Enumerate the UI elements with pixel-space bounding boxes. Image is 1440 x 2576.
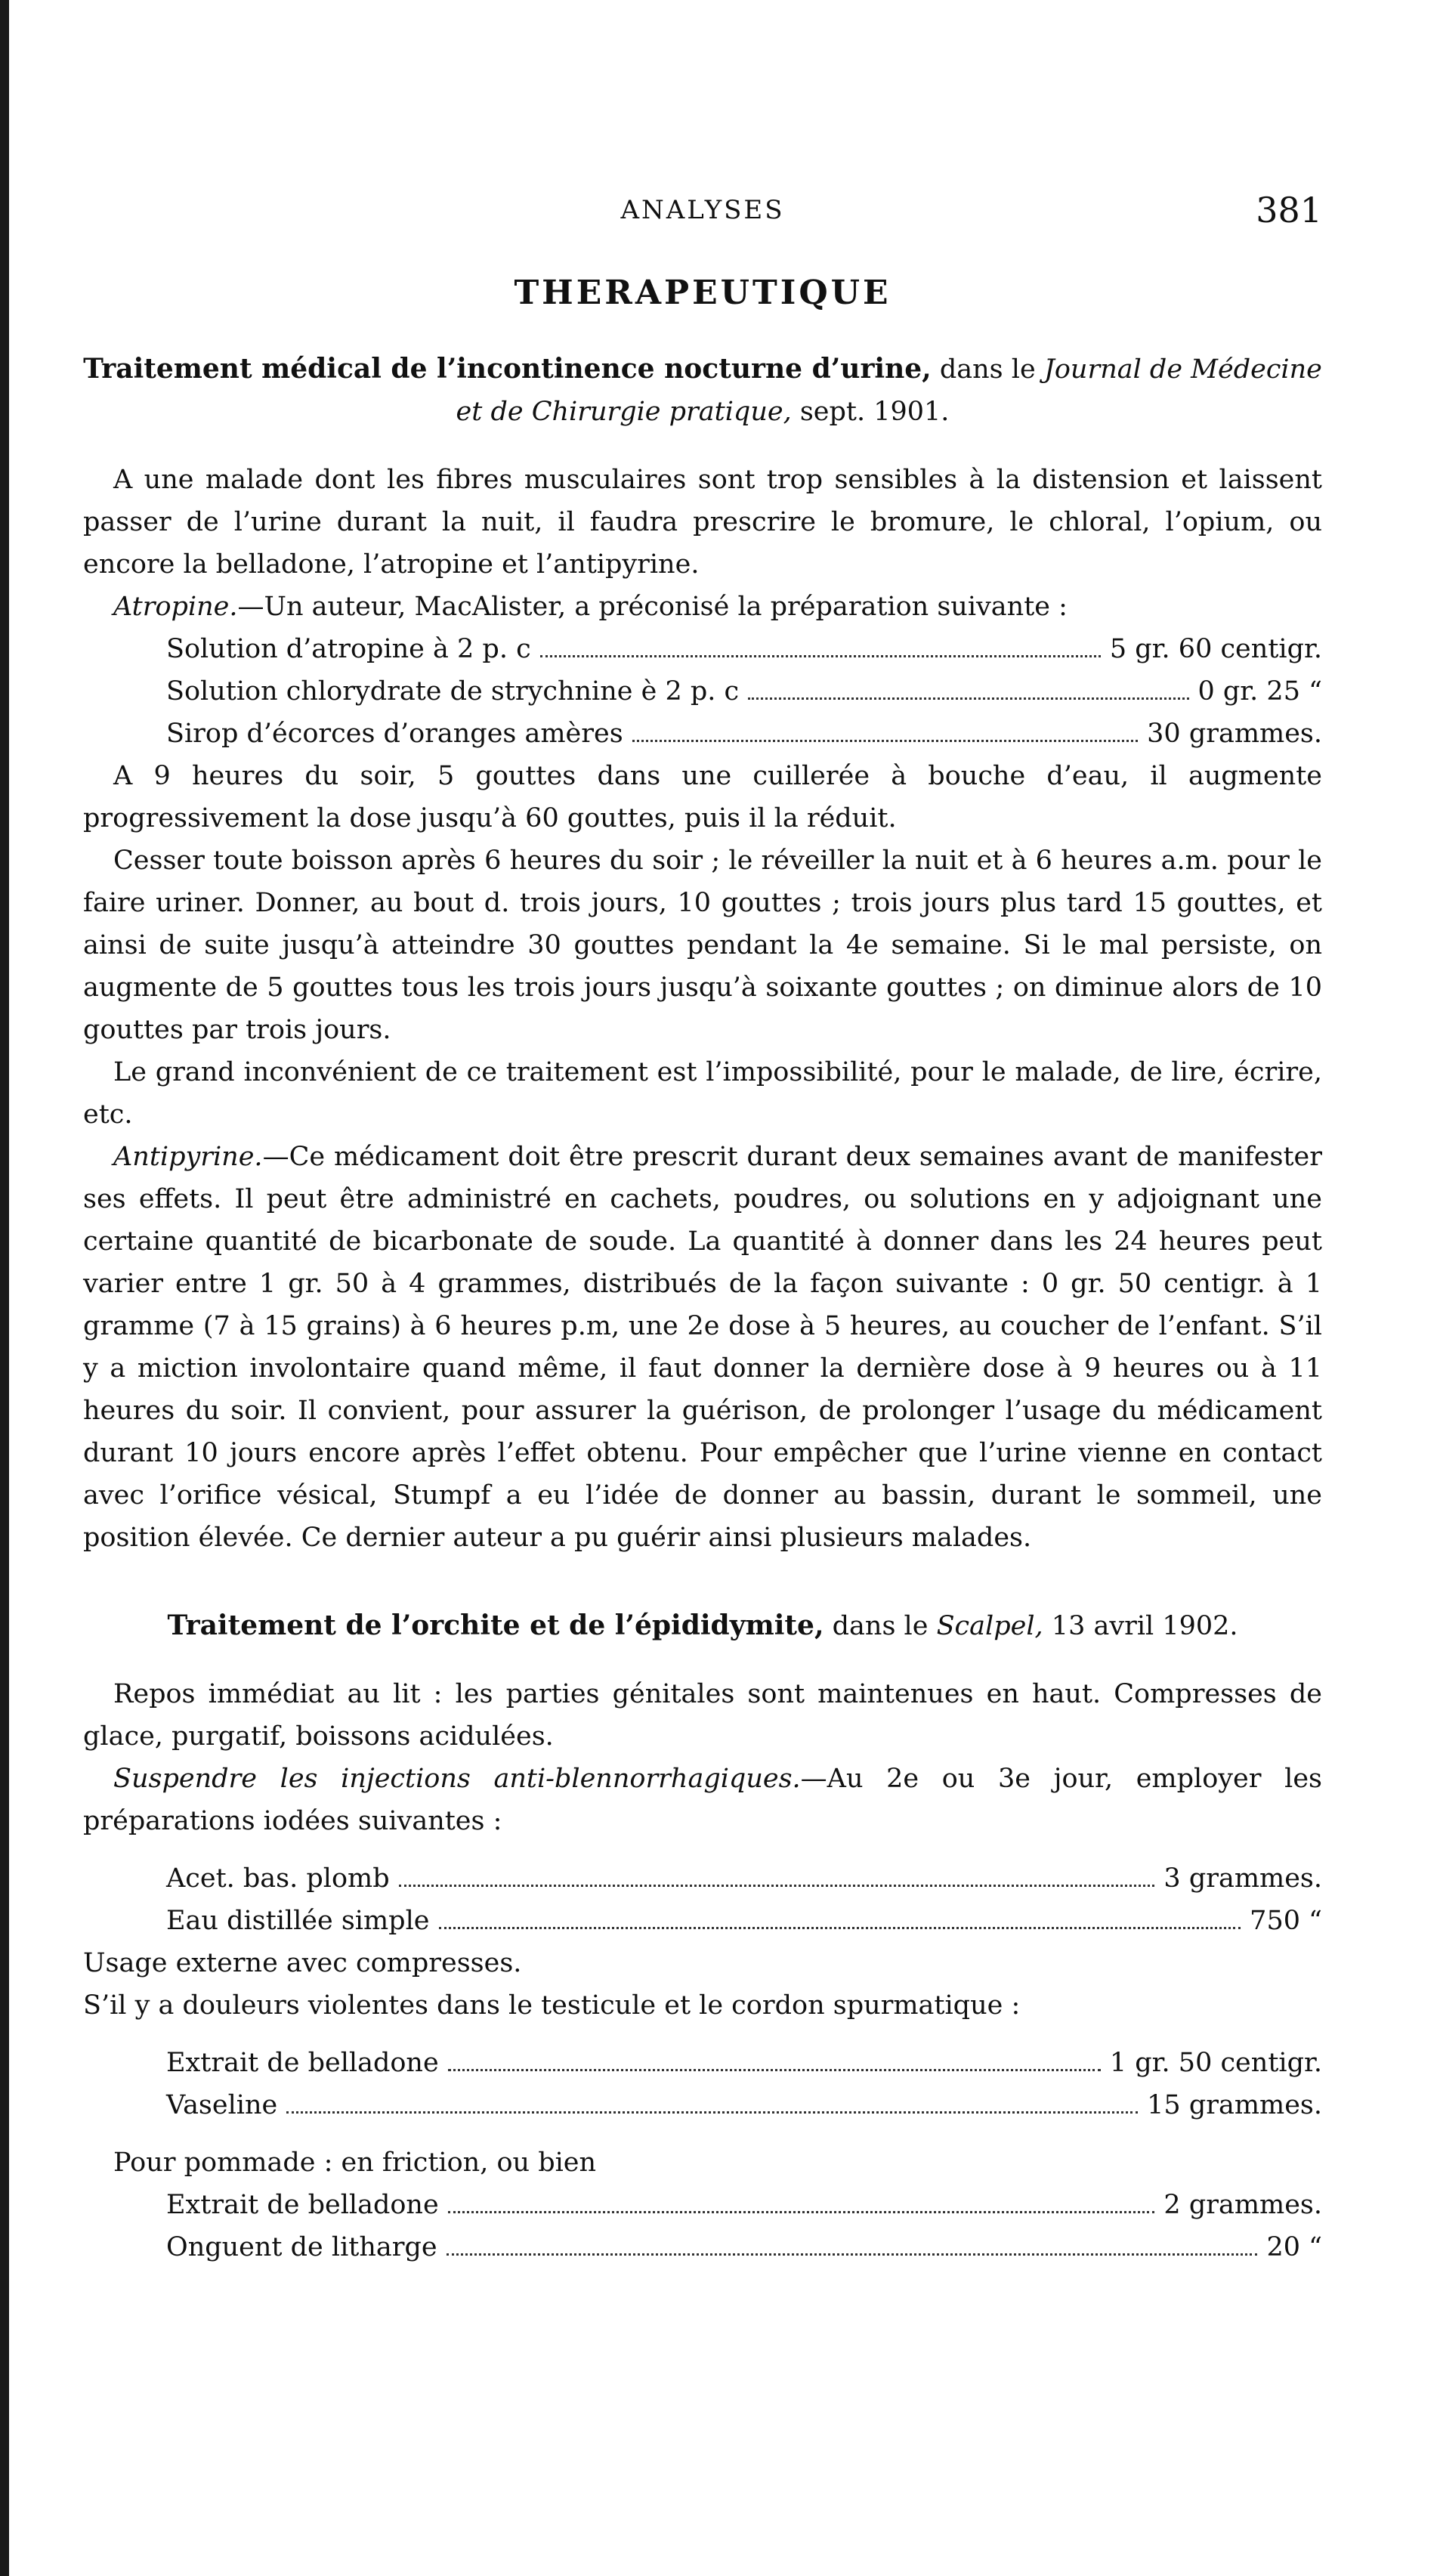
article-1-paragraph-3: A 9 heures du soir, 5 gouttes dans une cuillerée à bouche d’eau, il augmente progressivement la dose jusqu’à 60 gouttes, puis il la réduit. <box>83 761 1322 833</box>
recipe-ingredient: Acet. bas. plomb <box>166 1863 390 1894</box>
iodine-recipe <box>166 1857 1322 1942</box>
recipe-row <box>166 670 1322 713</box>
page <box>83 189 1322 2268</box>
article-2-paragraph-3: Usage externe avec compresses. <box>83 1948 522 1978</box>
recipe-row <box>166 713 1322 755</box>
running-title: ANALYSES <box>620 195 785 225</box>
recipe-row <box>166 2184 1322 2226</box>
antipyrine-label: Antipyrine. <box>113 1142 263 1172</box>
recipe-ingredient: Onguent de litharge <box>166 2232 437 2262</box>
article-1-date: sept. 1901. <box>799 397 950 427</box>
article-1-paragraph-2-text: —Un auteur, MacAlister, a préconisé la préparation suivante : <box>237 592 1068 622</box>
recipe-dose: 20 “ <box>1266 2232 1322 2262</box>
recipe-row <box>166 2084 1322 2126</box>
spacer <box>83 2126 1322 2142</box>
spacer <box>83 1842 1322 1857</box>
article-2-journal: Scalpel, <box>936 1611 1043 1641</box>
recipe-ingredient: Solution chlorydrate de strychnine è 2 p. c <box>166 676 740 707</box>
leader-dots <box>399 1884 1155 1887</box>
leader-dots <box>439 1926 1241 1929</box>
recipe-ingredient: Solution d’atropine à 2 p. c <box>166 634 531 664</box>
leader-dots <box>540 654 1101 657</box>
recipe-dose: 5 gr. 60 centigr. <box>1109 634 1322 664</box>
article-2-paragraph-2-text: —Au 2e ou 3e jour, employer les préparations iodées suivantes : <box>83 1764 1322 1836</box>
article-2-paragraph-4: S’il y a douleurs violentes dans le testicule et le cordon spurmatique : <box>83 1990 1021 2021</box>
suspend-injections-label: Suspendre les injections anti-blennorrhagiques. <box>113 1764 801 1794</box>
article-2-title-bold: Traitement de l’orchite et de l’épididymite, <box>167 1610 824 1641</box>
article-2-paragraph-2 <box>83 1758 1322 1842</box>
article-1-paragraph-1: A une malade dont les fibres musculaires sont trop sensibles à la distension et laissent passer de l’urine durant la nuit, il faudra prescrire le bromure, le chloral, l’opium, ou encore la belladone, l’atropine et l’antipyrine. <box>83 465 1322 580</box>
article-1-paragraph-6 <box>83 1136 1322 1559</box>
recipe-ingredient: Sirop d’écorces d’oranges amères <box>166 719 623 749</box>
recipe-ingredient: Vaseline <box>166 2090 278 2120</box>
recipe-dose: 0 gr. 25 “ <box>1197 676 1322 707</box>
page-number: 381 <box>1256 190 1322 230</box>
belladonna-recipe <box>166 2042 1322 2126</box>
article-1-paragraph-5: Le grand inconvénient de ce traitement est l’impossibilité, pour le malade, de lire, écrire, etc. <box>83 1057 1322 1130</box>
recipe-dose: 750 “ <box>1250 1906 1322 1936</box>
recipe-row <box>166 2226 1322 2268</box>
article-1-journal: Journal de Médecine et de Chirurgie pratique, <box>456 354 1322 427</box>
recipe-ingredient: Extrait de belladone <box>166 2190 439 2220</box>
article-1-paragraph-4: Cesser toute boisson après 6 heures du soir ; le réveiller la nuit et à 6 heures a.m. pour le faire uriner. Donner, au bout d. trois jours, 10 gouttes ; trois jours plus tard 15 gouttes, et ainsi de suite jusqu’à atteindre 30 gouttes pendant la 4e semaine. Si le mal persiste, on augmente de 5 gouttes tous les trois jours jusqu’à soixante gouttes ; on diminue alors de 10 gouttes par trois jours. <box>83 846 1322 1045</box>
leader-dots <box>447 2253 1258 2256</box>
article-2-title <box>83 1604 1322 1647</box>
recipe-row <box>166 1857 1322 1900</box>
article-1-title-bold: Traitement médical de l’incontinence nocturne d’urine, <box>83 353 932 385</box>
leader-dots <box>448 2210 1155 2213</box>
leader-dots <box>286 2111 1138 2114</box>
leader-dots <box>632 739 1138 742</box>
recipe-dose: 3 grammes. <box>1163 1863 1322 1894</box>
recipe-ingredient: Extrait de belladone <box>166 2048 439 2078</box>
recipe-row <box>166 2042 1322 2084</box>
article-1-title-rest: dans le <box>939 354 1036 385</box>
recipe-dose: 30 grammes. <box>1147 719 1322 749</box>
article-2-title-rest: dans le <box>832 1611 929 1641</box>
article-2-date: 13 avril 1902. <box>1051 1611 1238 1641</box>
spacer <box>83 2027 1322 2042</box>
recipe-dose: 2 grammes. <box>1163 2190 1322 2220</box>
scan-edge <box>0 0 9 2576</box>
leader-dots <box>748 697 1188 700</box>
recipe-row <box>166 1900 1322 1942</box>
leader-dots <box>448 2068 1101 2071</box>
article-1-paragraph-6-text: —Ce médicament doit être prescrit durant deux semaines avant de manifester ses effets. Il peut être administré en cachets, poudres, ou solutions en y adjoignant une certaine quantité de bicarbonate de soude. La quantité à donner dans les 24 heures peut varier entre 1 gr. 50 à 4 grammes, distribués de la façon suivante : 0 gr. 50 centigr. à 1 gramme (7 à 15 grains) à 6 heures p.m, une 2e dose à 5 heures, au coucher de l’enfant. S’il y a miction involontaire quand même, il faut donner la dernière dose à 9 heures ou à 11 heures du soir. Il convient, pour assurer la guérison, de prolonger l’usage du médicament durant 10 jours encore après l’effet obtenu. Pour empêcher que l’urine vienne en contact avec l’orifice vésical, Stumpf a eu l’idée de donner au bassin, durant le sommeil, une position élevée. Ce dernier auteur a pu guérir ainsi plusieurs malades. <box>83 1142 1322 1553</box>
atropine-recipe <box>166 628 1322 755</box>
recipe-dose: 15 grammes. <box>1147 2090 1322 2120</box>
article-1-paragraph-2 <box>83 586 1322 628</box>
article-2-paragraph-5: Pour pommade : en friction, ou bien <box>113 2148 597 2178</box>
article-1-title <box>83 348 1322 433</box>
running-head <box>83 189 1322 242</box>
atropine-label: Atropine. <box>113 592 238 622</box>
article-2-paragraph-1: Repos immédiat au lit : les parties génitales sont maintenues en haut. Compresses de glace, purgatif, boissons acidulées. <box>83 1679 1322 1752</box>
recipe-ingredient: Eau distillée simple <box>166 1906 430 1936</box>
section-title: THERAPEUTIQUE <box>514 274 892 312</box>
recipe-row <box>166 628 1322 670</box>
pomade-recipe <box>166 2184 1322 2268</box>
recipe-dose: 1 gr. 50 centigr. <box>1109 2048 1322 2078</box>
